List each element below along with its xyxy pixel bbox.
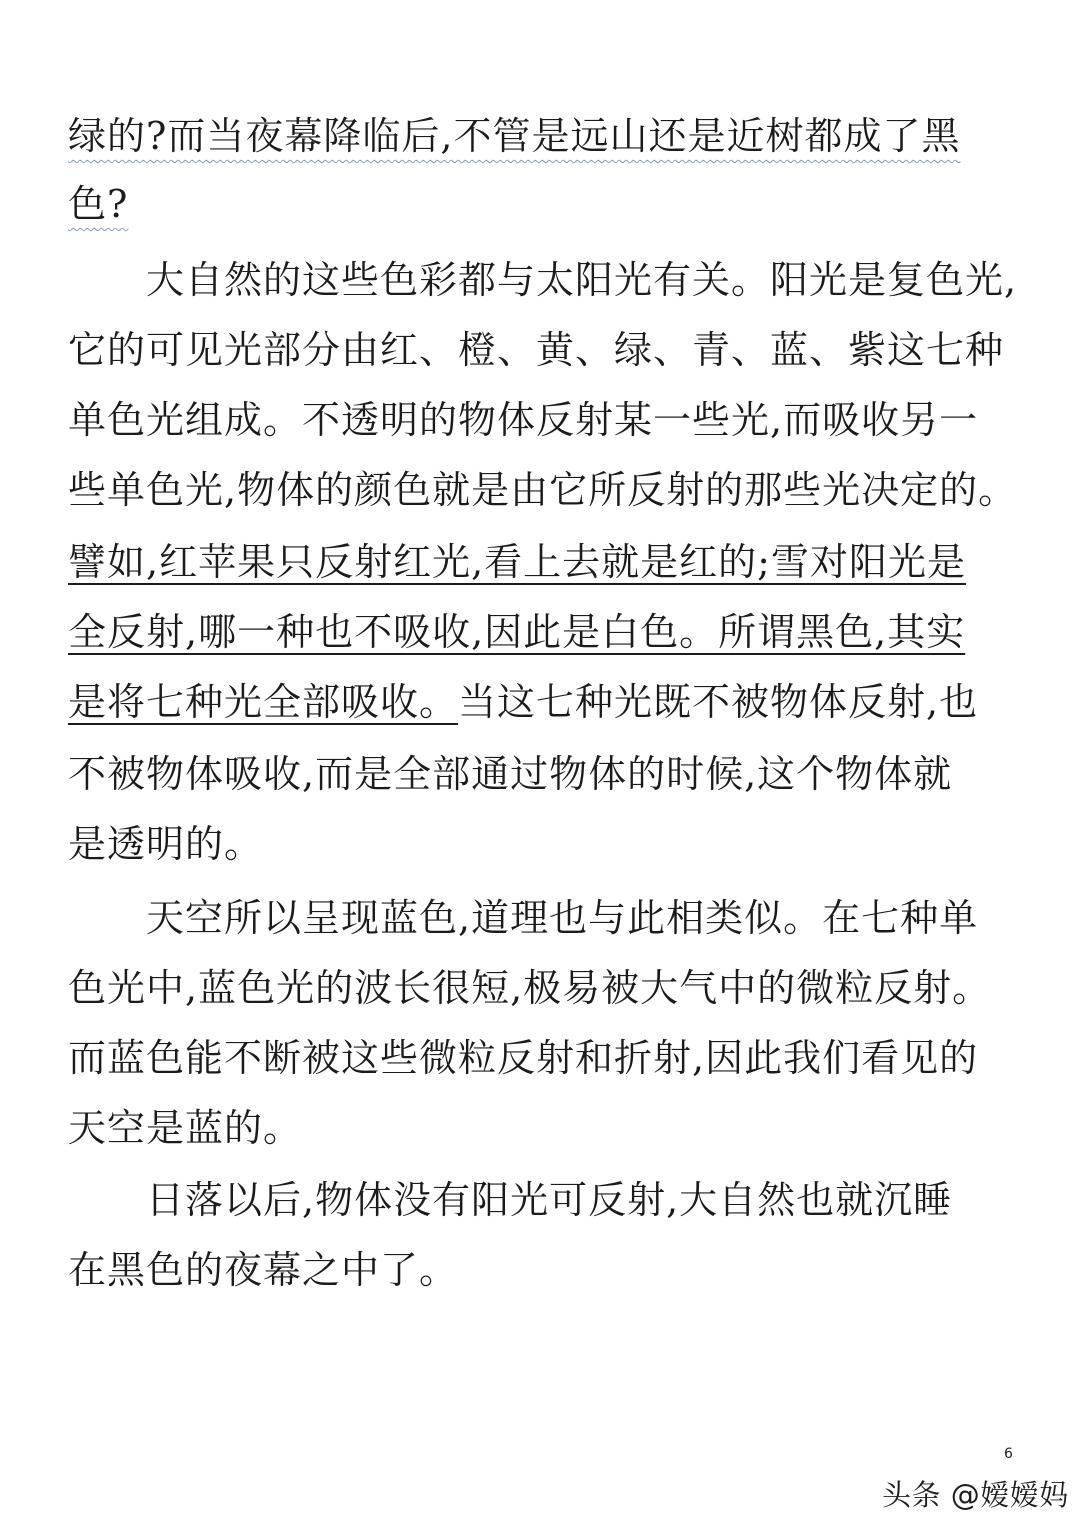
text-segment: 天空所以呈现蓝色,道理也与此相类似。在七种单 [146,896,979,940]
text-segment: 在黑色的夜幕之中了。 [68,1248,459,1292]
text-line-9 [68,678,978,726]
text-line-16 [146,1176,952,1224]
text-segment: 些单色光,物体的颜色就是由它所反射的那些光决定的。 [68,468,1018,512]
source-watermark: 头条 @嫒嫒妈 [882,1478,1069,1512]
text-line-6 [68,466,1017,514]
text-line-2 [68,180,128,228]
text-line-4 [68,326,1004,374]
text-segment: 天空是蓝的。 [68,1106,303,1150]
text-segment: 绿的?而当夜幕降临后,不管是远山还是近树都成了黑 [68,114,961,158]
text-line-13 [68,964,991,1012]
text-line-11 [68,820,263,868]
text-line-15 [68,1104,302,1152]
text-segment: 是透明的。 [68,822,264,866]
text-segment: 当这七种光既不被物体反射,也 [458,680,979,724]
text-line-14 [68,1034,978,1082]
text-line-8 [68,608,965,656]
text-line-7 [68,538,966,586]
text-line-10 [68,750,952,798]
text-line-12 [146,894,978,942]
text-line-3 [146,256,1017,304]
underlined-segment: 是将七种光全部吸收。 [68,680,459,724]
text-line-1 [68,112,960,160]
text-segment: 大自然的这些色彩都与太阳光有关。阳光是复色光, [146,258,1018,302]
text-segment: 色光中,蓝色光的波长很短,极易被大气中的微粒反射。 [68,966,992,1010]
text-segment: 日落以后,物体没有阳光可反射,大自然也就沉睡 [146,1178,953,1222]
text-line-17 [68,1246,458,1294]
text-segment: 不被物体吸收,而是全部通过物体的时候,这个物体就 [68,752,953,796]
text-segment: 色? [68,182,129,226]
text-segment: 单色光组成。不透明的物体反射某一些光,而吸收另一 [68,398,979,442]
text-line-5 [68,396,978,444]
text-segment: 它的可见光部分由红、橙、黄、绿、青、蓝、紫这七种 [68,328,1005,372]
underlined-segment: 全反射,哪一种也不吸收,因此是白色。所谓黑色,其实 [68,610,966,654]
text-segment: 而蓝色能不断被这些微粒反射和折射,因此我们看见的 [68,1036,979,1080]
page-number: 6 [1004,1446,1013,1462]
underlined-segment: 譬如,红苹果只反射红光,看上去就是红的;雪对阳光是 [68,540,966,584]
